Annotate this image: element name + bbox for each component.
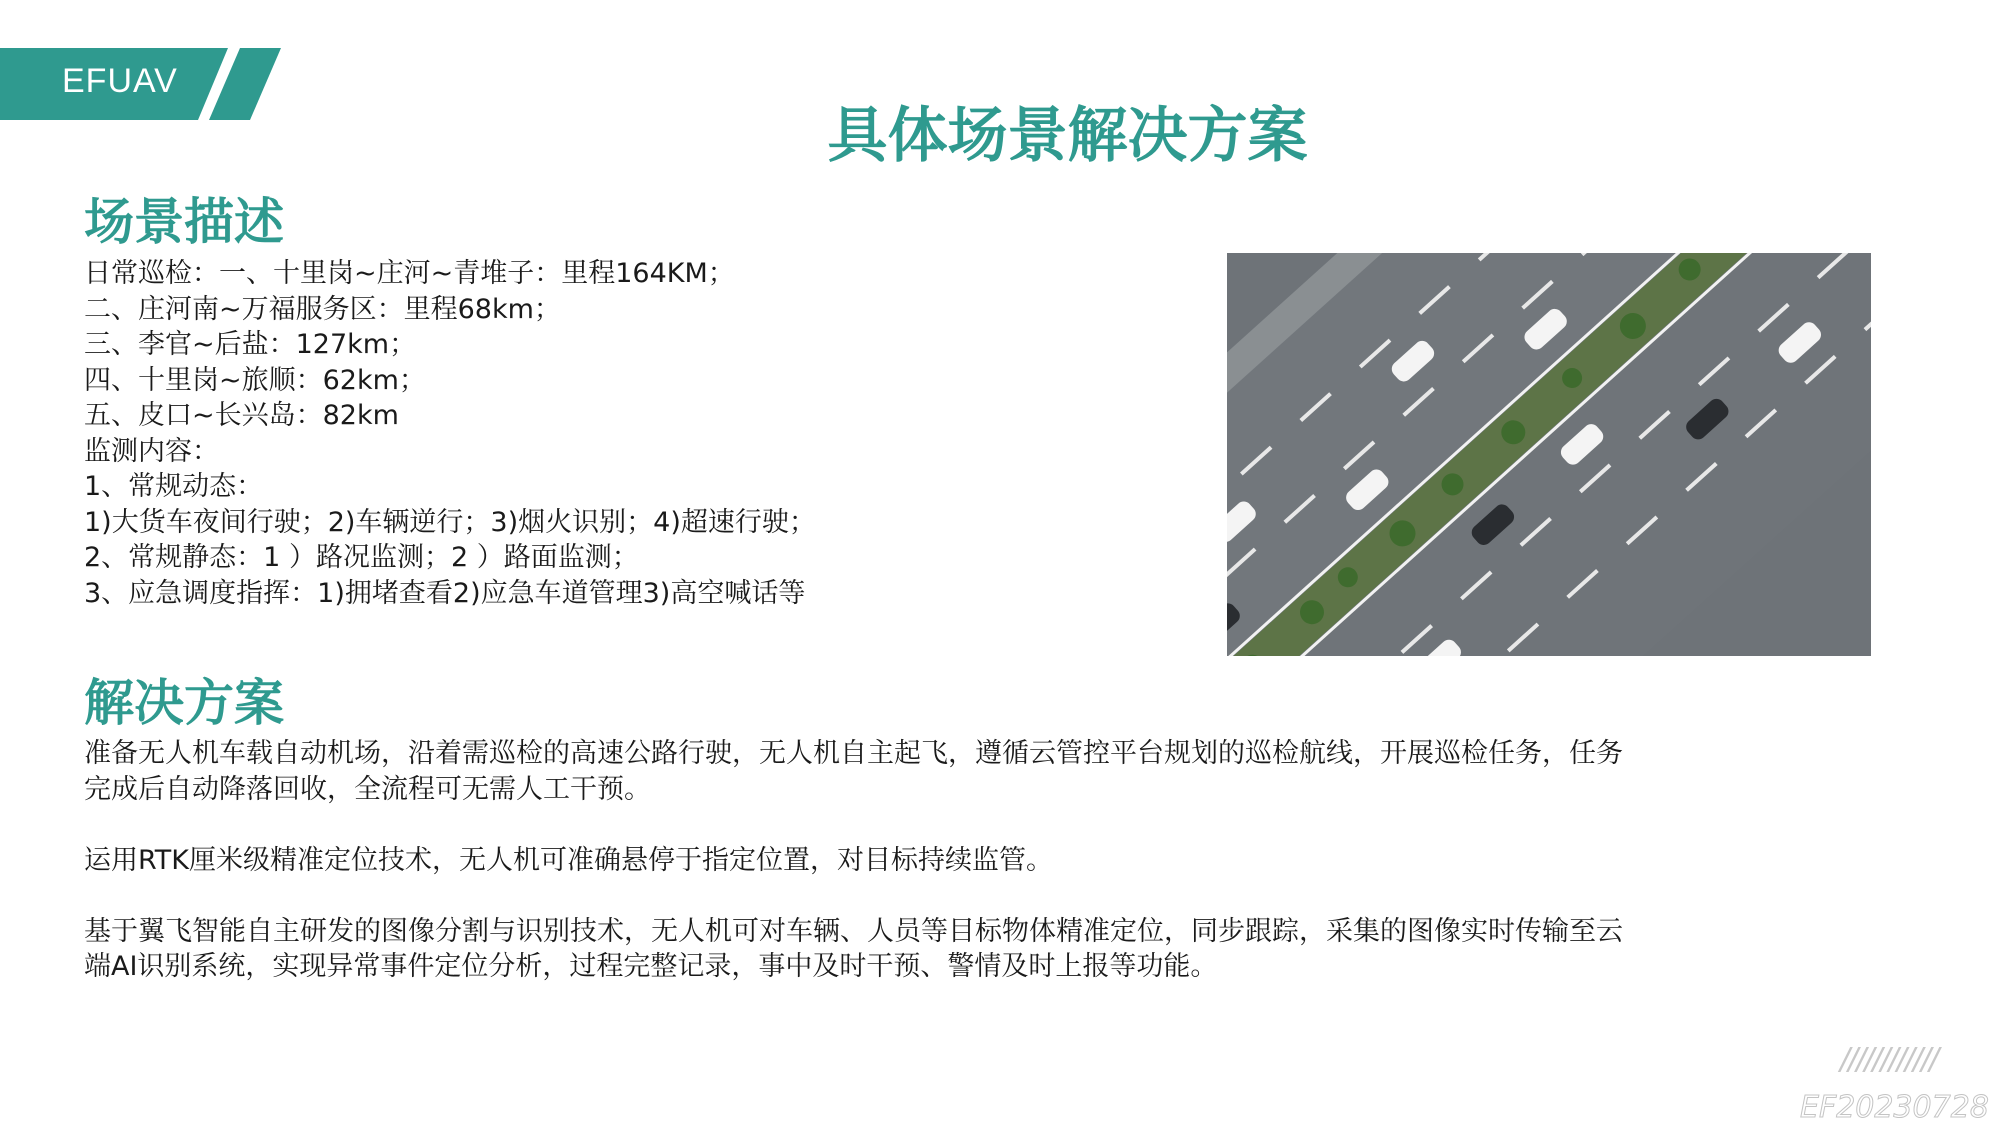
document-code: EF20230728 <box>1800 1090 1989 1125</box>
scene-line: 日常巡检：一、十里岗~庄河~青堆子：里程164KM； <box>84 258 735 289</box>
solution-paragraph: 运用RTK厘米级精准定位技术，无人机可准确悬停于指定位置，对目标持续监管。 <box>84 844 1053 876</box>
scene-line: 监测内容： <box>84 435 219 467</box>
solution-description <box>84 736 1624 1020</box>
scene-line: 三、李官~后盐：127km； <box>84 329 417 360</box>
solution-heading: 解决方案 <box>84 674 284 732</box>
solution-paragraph: 基于翼飞智能自主研发的图像分割与识别技术，无人机可对车辆、人员等目标物体精准定位，同步跟踪，采集的图像实时传输至云端AI识别系统，实现异常事件定位分析，过程完整记录，事中及时干预、警情及时上报等功能。 <box>84 915 1623 982</box>
scene-line: 1)大货车夜间行驶；2)车辆逆行；3)烟火识别；4)超速行驶； <box>84 506 816 538</box>
scene-line: 2、常规静态：1 ）路况监测；2 ）路面监测； <box>84 542 639 573</box>
solution-paragraph: 准备无人机车载自动机场，沿着需巡检的高速公路行驶，无人机自主起飞，遵循云管控平台规划的巡检航线，开展巡检任务，任务完成后自动降落回收，全流程可无需人工干预。 <box>84 738 1623 805</box>
scene-line: 五、皮口~长兴岛：82km <box>84 400 399 431</box>
scene-line: 四、十里岗~旅顺：62km； <box>84 364 426 396</box>
scene-line: 二、庄河南~万福服务区：里程68km； <box>84 293 561 325</box>
scene-line: 3、应急调度指挥：1)拥堵查看2)应急车道管理3)高空喊话等 <box>84 577 806 609</box>
scene-line: 1、常规动态： <box>84 471 264 502</box>
page-title: 具体场景解决方案 <box>827 101 1308 171</box>
highway-aerial-photo <box>1227 253 1871 656</box>
decorative-slashes: //////////// <box>1840 1042 1938 1077</box>
scene-heading: 场景描述 <box>84 193 284 251</box>
banner-label: EFUAV <box>62 62 178 100</box>
scene-description <box>84 256 1184 611</box>
highway-illustration <box>1227 253 1871 656</box>
